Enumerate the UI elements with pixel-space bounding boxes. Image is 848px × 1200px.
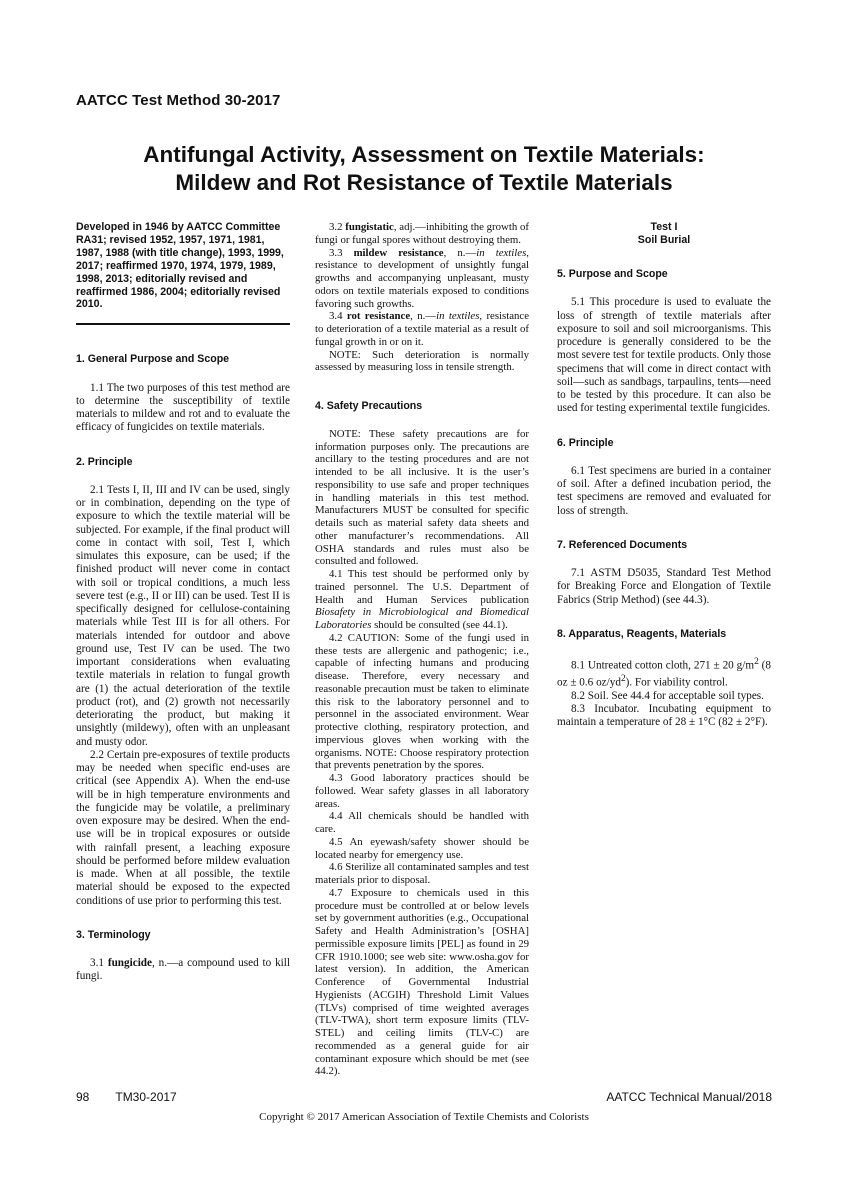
section-3-heading: 3. Terminology — [76, 928, 151, 941]
section-5-heading: 5. Purpose and Scope — [557, 268, 668, 280]
copyright-line: Copyright © 2017 American Association of Textile Chemists and Colorists — [259, 1111, 589, 1123]
paragraph-4-2: 4.2 CAUTION: Some of the fungi used in these tests are allergenic and pathogenic; i.e., capable of infecting humans and producing disease. Therefore, every necessary and reasonable precaution must be taken to eliminate this risk to the laboratory personnel and to personnel in the associated environment. Wear protective clothing, respiratory protection, and impervious gloves when working with the organisms. NOTE: Choose respiratory protection that prevents penetration by the spores. — [315, 631, 529, 772]
column-1 — [76, 221, 290, 984]
test-1-heading — [557, 221, 771, 247]
paragraph-4-1: 4.1 This test should be performed only by trained personnel. The U.S. Department of Health and Human Services publication Biosafety in Microbiological and Biomedical Laboratories should be consulted (see 44.1). — [315, 568, 529, 631]
section-6-heading: 6. Principle — [557, 436, 614, 449]
paragraph-8-3: 8.3 Incubator. Incubating equipment to maintain a temperature of 28 ± 1°C (82 ± 2°F). — [557, 703, 771, 729]
section-2-heading: 2. Principle — [76, 455, 133, 468]
method-code: TM30-2017 — [115, 1090, 177, 1104]
paragraph-2-1: 2.1 Tests I, II, III and IV can be used, singly or in combination, depending on the type of exposure to which the textile material will be subjected. For example, if the final product will come in contact with soil, Test I, which simulates this exposure, can be used; if the finished product will never come in contact with soil or tropical conditions, a much less severe test (e.g., II or III) can be used. Test II is specifically designed for cellulose-containing materials while Test III is for all others. For materials intended for outdoor and above ground use, Test IV can be used. The two important considerations when evaluating textile materials in relation to fungal growth are (1) the actual deterioration of the textile product (rot), and (2) growth not necessarily deteriorating the product, but making it unsightly (mildewy), often with an unpleasant and musty odor. — [76, 483, 290, 748]
paragraph-4-4: 4.4 All chemicals should be handled with care. — [315, 810, 529, 835]
paragraph-6-1: 6.1 Test specimens are buried in a container of soil. After a defined incubation period, the test specimens are removed and evaluated for loss of strength. — [557, 464, 771, 517]
paragraph-4-5: 4.5 An eyewash/safety shower should be located nearby for emergency use. — [315, 835, 529, 861]
column-3 — [557, 221, 771, 730]
paragraph-4-3: 4.3 Good laboratory practices should be followed. Wear safety glasses in all laboratory areas. — [315, 772, 529, 810]
title-line-2: Mildew and Rot Resistance of Textile Materials — [175, 170, 673, 195]
paragraph-4-6: 4.6 Sterilize all contaminated samples and test materials prior to disposal. — [315, 861, 529, 886]
test-1-label: Test I — [650, 221, 678, 233]
running-header: AATCC Test Method 30-2017 — [76, 92, 281, 109]
footer-manual: AATCC Technical Manual/2018 — [606, 1090, 772, 1104]
section-7-heading: 7. Referenced Documents — [557, 538, 688, 551]
page-number: 98 — [76, 1090, 90, 1104]
column-2 — [315, 221, 529, 1078]
term-3-1: 3.1 fungicide, n.—a compound used to kill fungi. — [76, 957, 291, 983]
test-1-subtitle: Soil Burial — [637, 234, 691, 246]
title-line-1: Antifungal Activity, Assessment on Textile Materials: — [143, 142, 705, 167]
paragraph-2-2: 2.2 Certain pre-exposures of textile products may be needed when specific end-uses are critical (see Appendix A). When the end-use will be in high temperature environments and the fungicide may be volatile, a preliminary oven exposure may be desired. When the end-use will be in tropical exposures or outside with rainfall present, a leaching exposure should be performed before mildew evaluation is made. When at all possible, the textile material should be exposed to the expected conditions of use prior to performing this test. — [76, 748, 290, 907]
terminology-note: NOTE: Such deterioration is normally assessed by measuring loss in tensile strength. — [315, 348, 529, 374]
paragraph-8-1: 8.1 Untreated cotton cloth, 271 ± 20 $g/m^2$ (8 oz ± 0.6 $oz/yd^2$). For viability control. — [557, 657, 771, 689]
paragraph-4-7: 4.7 Exposure to chemicals used in this procedure must be controlled at or below levels set by government authorities (e.g., Occupational Safety and Health Administration’s [OSHA] permissible exposure limits [PEL] as found in 29 CFR 1910.1000; see web site: www.osha.gov for latest version). In addition, the American Conference of Governmental Industrial Hygienists (ACGIH) Threshold Limit Values (TLVs) comprised of time weighted averages (TLV-TWA), short term exposure limits (TLV-STEL) and ceiling limits (TLV-C) are recommended as a general guide for air contaminant exposure which should be met (see 44.2). — [315, 886, 529, 1078]
paragraph-1-1: 1.1 The two purposes of this test method are to determine the susceptibility of textile materials to mildew and rot and to evaluate the efficacy of fungicides on textile materials. — [76, 381, 290, 434]
paragraph-5-1: 5.1 This procedure is used to evaluate the loss of strength of textile materials after exposure to soil and soil microorganisms. This procedure is generally considered to be the most severe test for textile products. Only those specimens that will come in direct contact with soil—such as sandbags, tarpaulins, tents—need to be tested by this procedure. It can also be used for testing experimental textile fungicides. — [557, 296, 771, 415]
safety-note: NOTE: These safety precautions are for information purposes only. The precautions are ancillary to the testing procedures and are not intended to be all inclusive. It is the user’s responsibility to use safe and proper techniques in handling materials in this test method. Manufacturers MUST be consulted for specific details such as material safety data sheets and other manufacturer’s recommendations. All OSHA standards and rules must also be consulted and followed. — [315, 427, 529, 568]
section-4-heading: 4. Safety Precautions — [315, 400, 423, 412]
paragraph-8-2: 8.2 Soil. See 44.4 for acceptable soil types. — [571, 689, 764, 702]
paragraph-7-1: 7.1 ASTM D5035, Standard Test Method for Breaking Force and Elongation of Textile Fabrics (Strip Method) (see 44.3). — [557, 567, 771, 606]
section-8-heading: 8. Apparatus, Reagents, Materials — [557, 627, 727, 640]
development-note: Developed in 1946 by AATCC Committee RA31; revised 1952, 1957, 1971, 1981, 1987, 1988 (with title change), 1993, 1999, 2017; reaffirmed 1970, 1974, 1979, 1989, 1998, 2013; editorially revised and reaffirmed 1986, 2004; editorially revised 2010. — [76, 221, 290, 325]
term-3-2: 3.2 fungistatic, adj.—inhibiting the growth of fungi or fungal spores without destroying them. — [315, 221, 529, 246]
section-1-heading: 1. General Purpose and Scope — [76, 353, 230, 366]
term-3-4: 3.4 rot resistance, n.—in textiles, resistance to deterioration of a textile material as a result of fungal growth in or on it. — [315, 310, 530, 348]
term-3-3: 3.3 mildew resistance, n.—in textiles, resistance to development of unsightly fungal growths and accompanying unpleasant, musty odors on textile materials exposed to conditions favoring such growths. — [315, 246, 529, 310]
footer-left — [76, 1090, 203, 1104]
document-title — [60, 141, 788, 197]
